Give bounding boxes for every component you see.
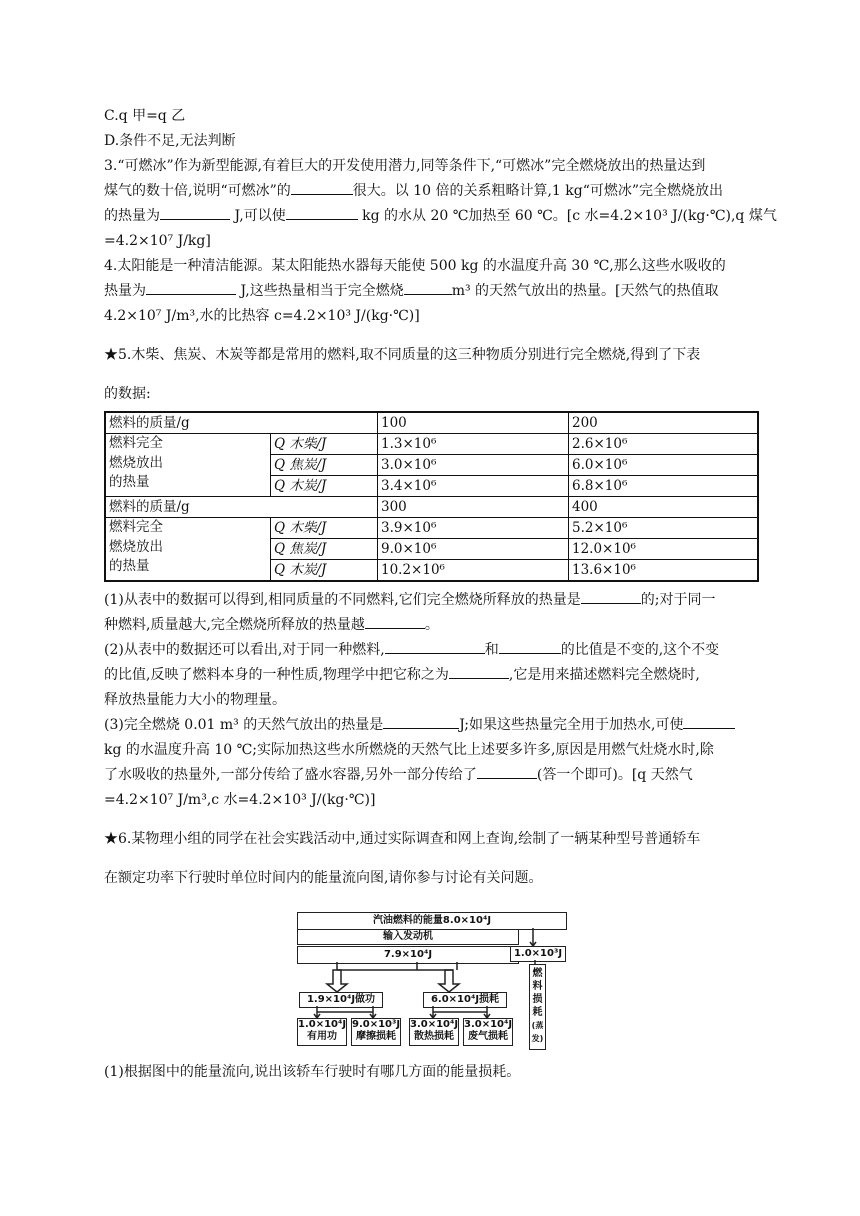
evaporation-loss-label: 燃 料 损 耗 (蒸 发) [529,964,546,1050]
useful-work-box: 1.0×10⁴J 有用功 [297,1018,347,1046]
table-row: 燃料完全 燃烧放出 的热量 Q 木柴/J 1.3×10⁶ 2.6×10⁶ [105,434,758,455]
table-row: 燃料完全 燃烧放出 的热量 Q 木柴/J 3.9×10⁶ 5.2×10⁶ [105,518,758,539]
mass-header: 燃料的质量/g [105,497,378,518]
table-row: 燃料的质量/g 300 400 [105,497,758,518]
q6-line1: ★6.某物理小组的同学在社会实践活动中,通过实际调查和网上查询,绘制了一辆某种型号普通轿车 [104,831,701,847]
arrow-down-icon [530,928,536,946]
answer-blank[interactable] [160,205,230,220]
q5-part2-line2: 的比值,反映了燃料本身的一种性质,物理学中把它称之为 ,它是用来描述燃料完全燃烧时, [104,663,759,688]
exhaust-loss-box: 3.0×10⁴J 废气损耗 [463,1018,513,1046]
option-d: D.条件不足,无法判断 [104,133,236,149]
engine-energy-box: 7.9×10⁴J [297,946,519,964]
fuel-data-table [104,411,759,582]
q5-part1-line1: (1)从表中的数据可以得到,相同质量的不同燃料,它们完全燃烧所释放的热量是 的;对于同一 [104,588,759,613]
answer-blank[interactable] [449,664,509,679]
worksheet-page [104,104,777,891]
arrow-down-icon [439,962,459,992]
q3-line1: 3.“可燃冰”作为新型能源,有着巨大的开发使用潜力,同等条件下,“可燃冰”完全燃烧放出的热量达到 [104,158,706,174]
table-row: Q 焦炭/J 9.0×10⁶ 12.0×10⁶ [105,539,758,560]
q5-part1-line2: 种燃料,质量越大,完全燃烧所释放的热量越 。 [104,613,759,638]
work-energy-box: 1.9×10⁴J做功 [299,992,383,1008]
friction-loss-box: 9.0×10³J 摩擦损耗 [351,1018,401,1046]
q4-line3: 4.2×10⁷ J/m³,水的比热容 c=4.2×10³ J/(kg·℃)] [104,308,420,324]
q3-line4: =4.2×10⁷ J/kg] [104,233,211,249]
q3-line3: 的热量为 J,可以使 kg 的水从 20 ℃加热至 60 ℃。[c 水=4.2×10³ J/(kg·℃),q 煤气 [104,204,759,229]
table-row: Q 木炭/J 10.2×10⁶ 13.6×10⁶ [105,560,758,582]
answer-blank[interactable] [683,714,735,729]
answer-blank[interactable] [477,764,537,779]
arrow-down-icon [327,970,347,992]
fuel-energy-box: 汽油燃料的能量8.0×10⁴J [297,912,567,930]
heat-loss-box: 3.0×10⁴J 散热损耗 [409,1018,459,1046]
q5-part3-line1: (3)完全燃烧 0.01 m³ 的天然气放出的热量是 J;如果这些热量完全用于加热水,可使 [104,713,759,738]
q5-part3-line4: =4.2×10⁷ J/m³,c 水=4.2×10³ J/(kg·℃)] [104,792,376,808]
q5-line1: ★5.木柴、焦炭、木炭等都是常用的燃料,取不同质量的这三种物质分别进行完全燃烧,得到了下表 [104,347,701,363]
engine-input-box: 输入发动机 [297,930,519,945]
arrow-down-icon [430,1012,490,1018]
evaporation-energy-box: 1.0×10³J [510,946,566,962]
q5-part3-line2: kg 的水温度升高 10 ℃;实际加热这些水所燃烧的天然气比上述要多许多,原因是用燃气灶烧水时,除 [104,742,714,758]
answer-blank[interactable] [146,280,236,295]
answer-blank[interactable] [404,280,452,295]
q5-line2: 的数据: [104,386,151,402]
energy-flow-diagram [297,912,569,1050]
table-row: Q 焦炭/J 3.0×10⁶ 6.0×10⁶ [105,455,758,476]
q5-part2-line1: (2)从表中的数据还可以看出,对于同一种燃料, 和 的比值是不变的,这个不变 [104,638,759,663]
answer-blank[interactable] [365,614,425,629]
q5-part3-line3: 了水吸收的热量外,一部分传给了盛水容器,另外一部分传给了 (答一个即可)。[q 天然气 [104,763,759,788]
answer-blank[interactable] [385,639,485,654]
q4-line2: 热量为 J,这些热量相当于完全燃烧 m³ 的天然气放出的热量。[天然气的热值取 [104,279,759,304]
table-row: 燃料的质量/g 100 200 [105,412,758,434]
answer-blank[interactable] [581,589,641,604]
q6-line2: 在额定功率下行驶时单位时间内的能量流向图,请你参与讨论有关问题。 [104,870,543,886]
q6-part1: (1)根据图中的能量流向,说出该轿车行驶时有哪几方面的能量损耗。 [104,1064,521,1080]
q5-part2-line3: 释放热量能力大小的物理量。 [104,692,286,708]
answer-blank[interactable] [291,180,353,195]
heat-label: 燃料完全 燃烧放出 的热量 [105,518,271,582]
flow-arrows [297,912,569,1050]
option-c: C.q 甲=q 乙 [104,108,186,124]
arrow-down-icon [314,1012,376,1018]
heat-label: 燃料完全 燃烧放出 的热量 [105,434,271,497]
q4-line1: 4.太阳能是一种清洁能源。某太阳能热水器每天能使 500 kg 的水温度升高 30 ℃,那么这些水吸收的 [104,258,726,274]
answer-blank[interactable] [499,639,561,654]
answer-blank[interactable] [383,714,459,729]
q3-line2: 煤气的数十倍,说明“可燃冰”的 很大。以 10 倍的关系粗略计算,1 kg“可燃冰”完全燃烧放出 [104,179,759,204]
answer-blank[interactable] [286,205,358,220]
mass-header: 燃料的质量/g [105,412,378,434]
table-row: Q 木炭/J 3.4×10⁶ 6.8×10⁶ [105,476,758,497]
loss-energy-box: 6.0×10⁴J损耗 [423,992,507,1008]
